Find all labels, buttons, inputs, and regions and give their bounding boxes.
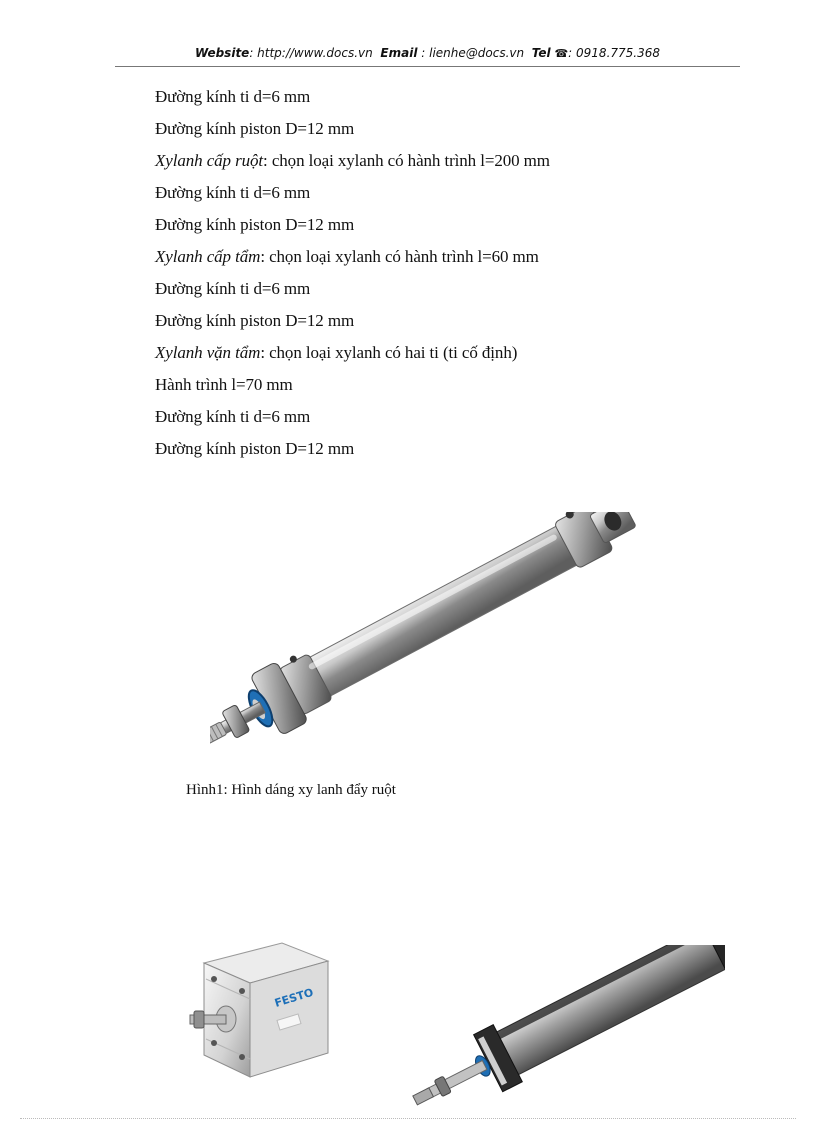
spec-line — [155, 438, 755, 470]
spec-text: Hành trình l=70 mm — [155, 375, 293, 394]
spec-text: Đường kính ti d=6 mm — [155, 407, 311, 426]
spec-text: Đường kính piston D=12 mm — [155, 311, 355, 330]
spec-line — [155, 278, 755, 310]
spec-line — [155, 182, 755, 214]
spec-text: : chọn loại xylanh có hành trình l=200 mm — [263, 151, 550, 170]
tel-value: : 0918.775.368 — [568, 46, 661, 60]
spec-lead: Xylanh vặn tẩm — [155, 343, 261, 362]
festo-brand-label: FESTO — [273, 985, 315, 1010]
spec-lead: Xylanh cấp ruột — [155, 151, 264, 170]
spec-line — [155, 342, 755, 374]
spec-list — [155, 86, 755, 470]
spec-line — [155, 86, 755, 118]
email-value: : lienhe@docs.vn — [421, 46, 525, 60]
spec-line — [155, 118, 755, 150]
email-label: Email — [380, 46, 418, 60]
spec-text: Đường kính ti d=6 mm — [155, 183, 311, 202]
spec-line — [155, 310, 755, 342]
website-label: Website — [194, 46, 250, 60]
header-divider — [115, 66, 740, 67]
spec-text: Đường kính ti d=6 mm — [155, 279, 311, 298]
figure-1-caption: Hình1: Hình dáng xy lanh đẩy ruột — [186, 782, 396, 798]
profile-cylinder-image — [405, 945, 725, 1115]
compact-cylinder-image — [186, 935, 336, 1090]
spec-line — [155, 214, 755, 246]
spec-line — [155, 246, 755, 278]
spec-text: Đường kính piston D=12 mm — [155, 119, 355, 138]
spec-text: Đường kính piston D=12 mm — [155, 215, 355, 234]
spec-line — [155, 374, 755, 406]
spec-text: Đường kính ti d=6 mm — [155, 87, 311, 106]
spec-line — [155, 406, 755, 438]
round-cylinder-image — [210, 512, 640, 772]
page-header — [115, 46, 740, 66]
footer-divider — [20, 1118, 796, 1119]
spec-text: : chọn loại xylanh có hành trình l=60 mm — [260, 247, 539, 266]
tel-label: Tel — [531, 46, 551, 60]
website-value: : http://www.docs.vn — [249, 46, 373, 60]
spec-text: : chọn loại xylanh có hai ti (ti cố định) — [260, 343, 518, 362]
spec-lead: Xylanh cấp tẩm — [155, 247, 261, 266]
spec-line — [155, 150, 755, 182]
spec-text: Đường kính piston D=12 mm — [155, 439, 355, 458]
phone-icon: ☎ — [554, 47, 569, 60]
